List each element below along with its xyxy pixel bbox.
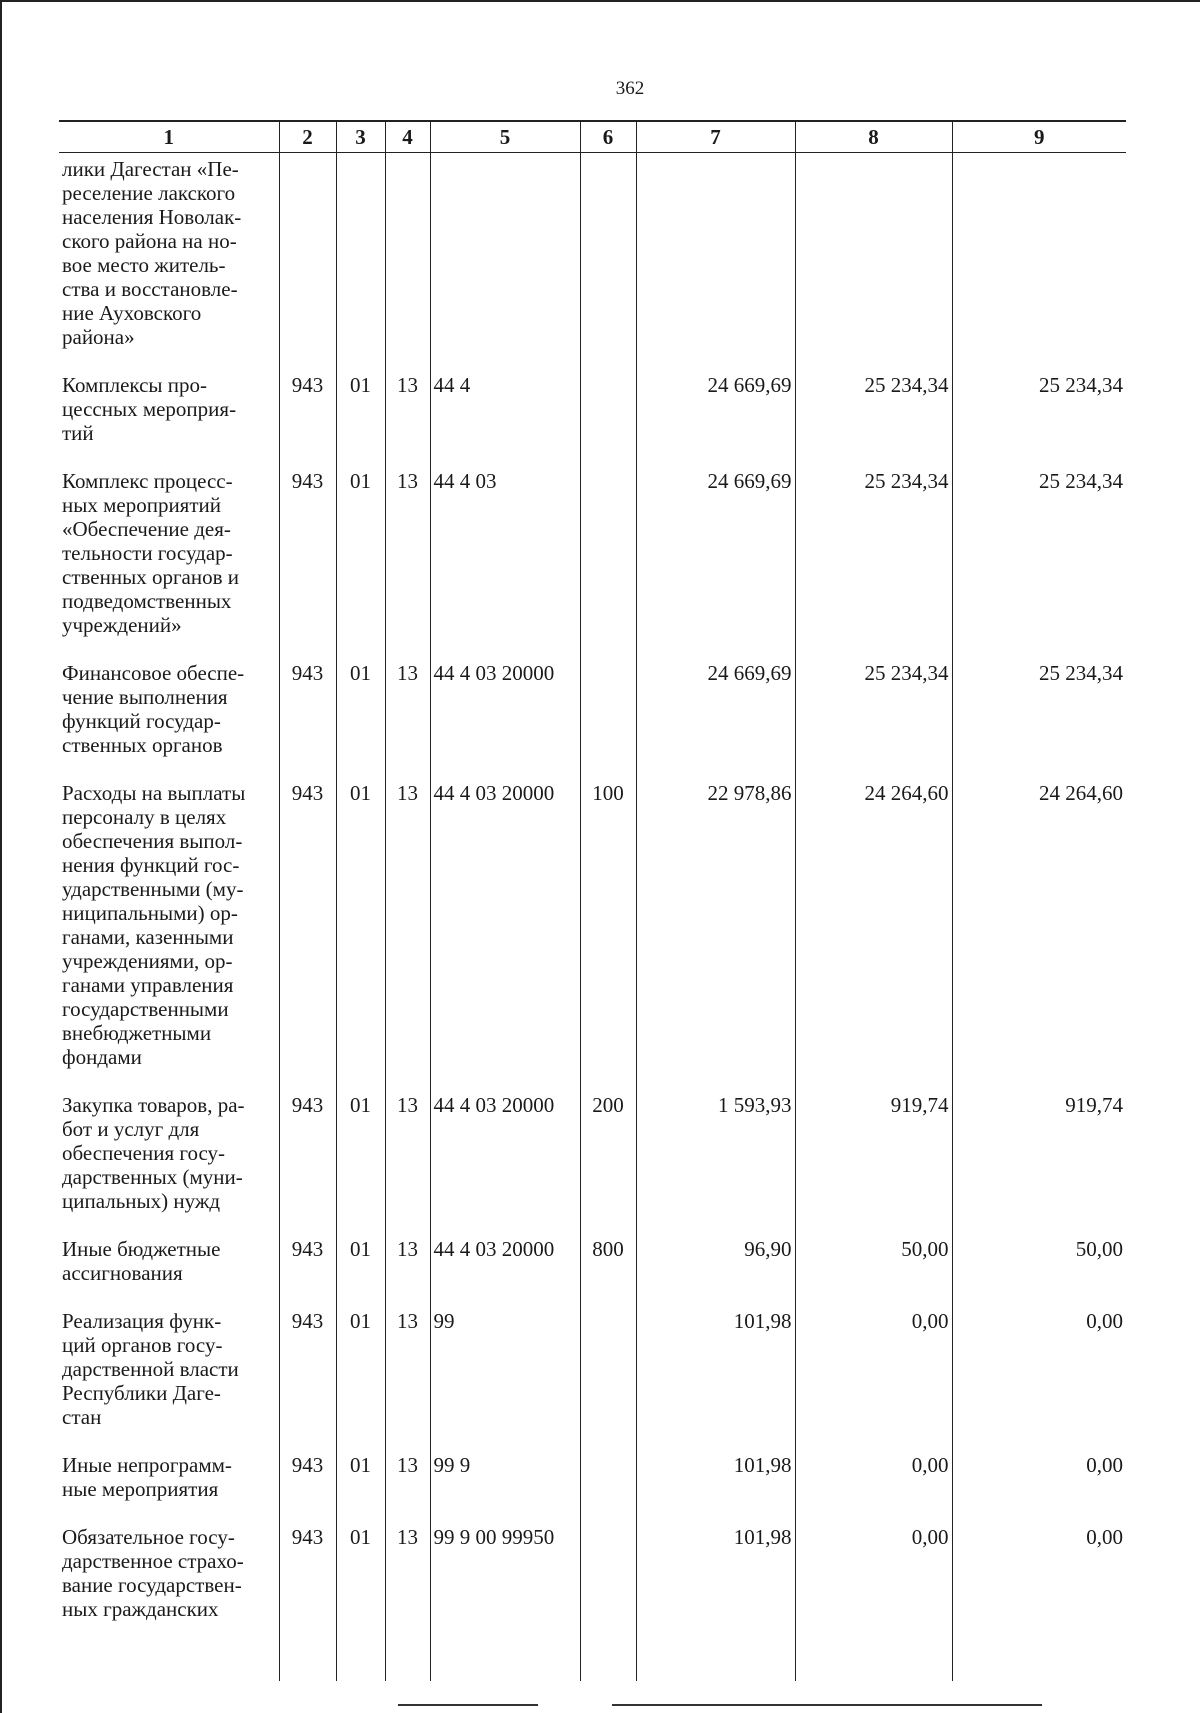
table-row [59, 153, 1126, 370]
code-cell-3: 01 [336, 369, 385, 465]
header-cell-6: 6 [580, 121, 636, 153]
amount-cell-7: 101,98 [636, 1449, 795, 1521]
table-row [59, 1305, 1126, 1449]
amount-cell-9: 50,00 [952, 1233, 1126, 1305]
code-cell-6: 800 [580, 1233, 636, 1305]
code-cell-2: 943 [279, 1449, 336, 1521]
code-cell-2 [279, 153, 336, 370]
page-number: 362 [615, 78, 645, 99]
amount-cell-8: 0,00 [795, 1449, 952, 1521]
code-cell-4: 13 [385, 1233, 430, 1305]
header-cell-3: 3 [336, 121, 385, 153]
code-cell-6: 100 [580, 777, 636, 1089]
code-cell-4: 13 [385, 369, 430, 465]
table-body [59, 153, 1126, 1682]
row-name-cell: Иные бюджетные ассигнования [59, 1233, 279, 1305]
table-row [59, 1233, 1126, 1305]
code-cell-4: 13 [385, 657, 430, 777]
code-cell-2: 943 [279, 369, 336, 465]
code-cell-5: 99 [430, 1305, 580, 1449]
code-cell-4: 13 [385, 465, 430, 657]
code-cell-2: 943 [279, 777, 336, 1089]
code-cell-6 [580, 1521, 636, 1681]
row-name-cell: Реализация функ- ций органов госу- дарственной власти Республики Даге- стан [59, 1305, 279, 1449]
code-cell-6 [580, 1305, 636, 1449]
code-cell-5 [430, 153, 580, 370]
amount-cell-7: 24 669,69 [636, 369, 795, 465]
amount-cell-9: 25 234,34 [952, 369, 1126, 465]
code-cell-2: 943 [279, 1305, 336, 1449]
code-cell-3 [336, 153, 385, 370]
amount-cell-7: 1 593,93 [636, 1089, 795, 1233]
amount-cell-8: 25 234,34 [795, 369, 952, 465]
amount-cell-9: 25 234,34 [952, 657, 1126, 777]
amount-cell-8: 24 264,60 [795, 777, 952, 1089]
code-cell-3: 01 [336, 1521, 385, 1681]
amount-cell-8: 50,00 [795, 1233, 952, 1305]
code-cell-4 [385, 153, 430, 370]
code-cell-3: 01 [336, 777, 385, 1089]
amount-cell-9: 25 234,34 [952, 465, 1126, 657]
code-cell-6 [580, 657, 636, 777]
row-name-cell: Расходы на выплаты персоналу в целях обеспечения выпол- нения функций гос- ударственными (му- ниципальными) ор- ганами, казенными учреждениями, ор- ганами управления государственными внебюджетными фондами [59, 777, 279, 1089]
amount-cell-7: 101,98 [636, 1521, 795, 1681]
code-cell-3: 01 [336, 465, 385, 657]
code-cell-2: 943 [279, 1089, 336, 1233]
code-cell-4: 13 [385, 1089, 430, 1233]
header-cell-8: 8 [795, 121, 952, 153]
amount-cell-9 [952, 153, 1126, 370]
amount-cell-9: 919,74 [952, 1089, 1126, 1233]
code-cell-5: 44 4 03 20000 [430, 1089, 580, 1233]
code-cell-3: 01 [336, 1305, 385, 1449]
header-row [59, 121, 1126, 153]
code-cell-3: 01 [336, 1089, 385, 1233]
amount-cell-8: 25 234,34 [795, 465, 952, 657]
row-name-cell: Финансовое обеспе- чение выполнения функций государ- ственных органов [59, 657, 279, 777]
code-cell-6 [580, 1449, 636, 1521]
header-cell-4: 4 [385, 121, 430, 153]
row-name-cell: Иные непрограмм- ные мероприятия [59, 1449, 279, 1521]
code-cell-5: 44 4 [430, 369, 580, 465]
amount-cell-9: 0,00 [952, 1305, 1126, 1449]
table-row [59, 777, 1126, 1089]
amount-cell-8: 25 234,34 [795, 657, 952, 777]
amount-cell-7: 24 669,69 [636, 657, 795, 777]
header-cell-5: 5 [430, 121, 580, 153]
footer-line [612, 1704, 1042, 1706]
code-cell-3: 01 [336, 657, 385, 777]
code-cell-3: 01 [336, 1449, 385, 1521]
table-row [59, 1521, 1126, 1681]
amount-cell-8: 919,74 [795, 1089, 952, 1233]
row-name-cell: Комплекс процесс- ных мероприятий «Обеспечение дея- тельности государ- ственных органов и подведомственных учреждений» [59, 465, 279, 657]
amount-cell-7: 96,90 [636, 1233, 795, 1305]
code-cell-4: 13 [385, 777, 430, 1089]
code-cell-5: 44 4 03 [430, 465, 580, 657]
code-cell-6 [580, 369, 636, 465]
row-name-cell: лики Дагестан «Пе- реселение лакского населения Новолак- ского района на но- вое место житель- ства и восстановле- ние Ауховского района» [59, 153, 279, 370]
footer-line [398, 1704, 538, 1706]
code-cell-6: 200 [580, 1089, 636, 1233]
page-border-left [0, 0, 2, 1713]
table-row [59, 465, 1126, 657]
code-cell-4: 13 [385, 1449, 430, 1521]
page-border-top [0, 0, 1200, 2]
code-cell-5: 44 4 03 20000 [430, 1233, 580, 1305]
row-name-cell: Обязательное госу- дарственное страхо- вание государствен- ных гражданских [59, 1521, 279, 1681]
amount-cell-7 [636, 153, 795, 370]
code-cell-2: 943 [279, 657, 336, 777]
row-name-cell: Комплексы про- цессных мероприя- тий [59, 369, 279, 465]
amount-cell-9: 0,00 [952, 1449, 1126, 1521]
amount-cell-8: 0,00 [795, 1521, 952, 1681]
code-cell-4: 13 [385, 1305, 430, 1449]
header-cell-2: 2 [279, 121, 336, 153]
amount-cell-7: 101,98 [636, 1305, 795, 1449]
code-cell-2: 943 [279, 1521, 336, 1681]
code-cell-5: 99 9 00 99950 [430, 1521, 580, 1681]
header-cell-9: 9 [952, 121, 1126, 153]
code-cell-5: 99 9 [430, 1449, 580, 1521]
table-row [59, 1089, 1126, 1233]
table-row [59, 657, 1126, 777]
amount-cell-7: 24 669,69 [636, 465, 795, 657]
budget-table [59, 120, 1126, 1681]
code-cell-4: 13 [385, 1521, 430, 1681]
code-cell-5: 44 4 03 20000 [430, 777, 580, 1089]
amount-cell-8: 0,00 [795, 1305, 952, 1449]
code-cell-2: 943 [279, 1233, 336, 1305]
row-name-cell: Закупка товаров, ра- бот и услуг для обеспечения госу- дарственных (муни- ципальных) нужд [59, 1089, 279, 1233]
amount-cell-9: 0,00 [952, 1521, 1126, 1681]
code-cell-3: 01 [336, 1233, 385, 1305]
header-cell-7: 7 [636, 121, 795, 153]
amount-cell-8 [795, 153, 952, 370]
code-cell-2: 943 [279, 465, 336, 657]
amount-cell-9: 24 264,60 [952, 777, 1126, 1089]
amount-cell-7: 22 978,86 [636, 777, 795, 1089]
code-cell-5: 44 4 03 20000 [430, 657, 580, 777]
code-cell-6 [580, 465, 636, 657]
table-row [59, 1449, 1126, 1521]
header-cell-1: 1 [59, 121, 279, 153]
code-cell-6 [580, 153, 636, 370]
table-row [59, 369, 1126, 465]
